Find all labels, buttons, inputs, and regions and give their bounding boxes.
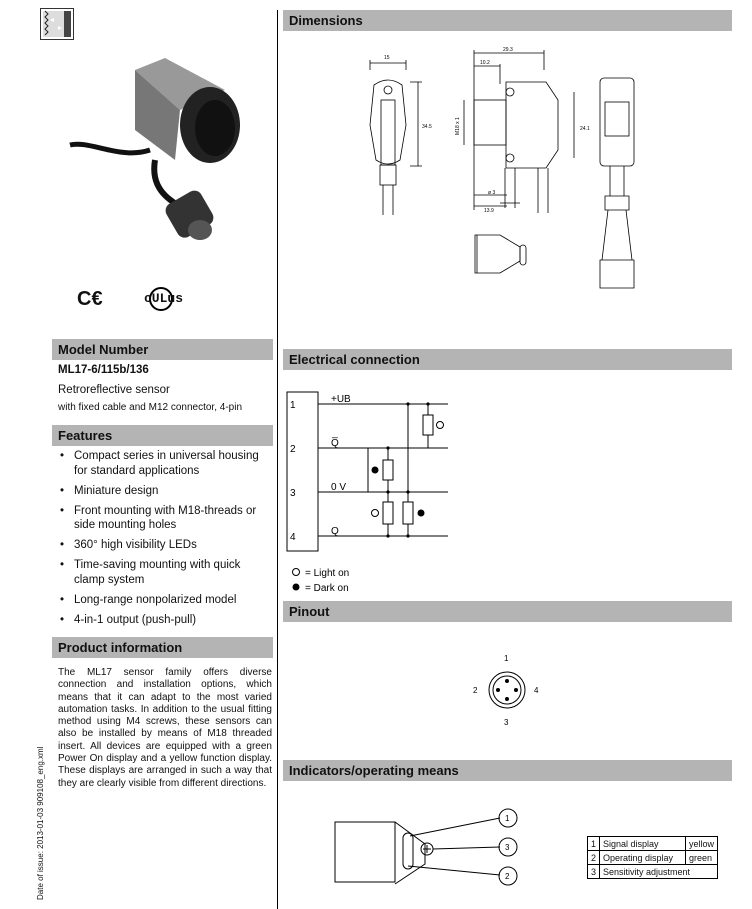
product-information-text: The ML17 sensor family offers diverse connection and installation options, which means that it can adapt to the most varied automation tasks. In addition to the usual fitting method using M4 screws, these sensors can also be installed by means of M18 threaded insert. All devices are equipped with a green Power On display and a yellow function display. These displays are arranged in such a way that they are clearly visible from different directions. bbox=[58, 667, 272, 789]
table-row bbox=[588, 851, 718, 865]
callout: 2 bbox=[505, 872, 510, 881]
feature-item: • 4-in-1 output (push-pull) bbox=[58, 613, 273, 628]
pin-label: 4 bbox=[534, 686, 539, 695]
legend-light-on: = Light on bbox=[305, 568, 350, 579]
electrical-connection-header: Electrical connection bbox=[283, 349, 732, 370]
feature-item: • Time-saving mounting with quick clamp system bbox=[58, 558, 273, 587]
row-color: yellow bbox=[686, 837, 718, 851]
feature-item: • Front mounting with M18-threads or side mounting holes bbox=[58, 504, 273, 533]
dim-thread: M18 x 1 bbox=[455, 117, 461, 135]
issue-date: Date of issue: 2013-01-03 909108_eng.xml bbox=[36, 746, 45, 900]
dimensions-drawing bbox=[360, 40, 740, 310]
callout: 3 bbox=[505, 843, 510, 852]
retroreflective-sensor-icon bbox=[40, 8, 74, 40]
pin-label: 2 bbox=[473, 686, 478, 695]
indicators-table bbox=[587, 836, 718, 879]
model-number: ML17-6/115b/136 bbox=[58, 364, 149, 376]
sensor-description-sub: with fixed cable and M12 connector, 4-pin bbox=[58, 402, 242, 413]
features-list bbox=[58, 449, 273, 633]
legend-dark-on: = Dark on bbox=[305, 583, 349, 594]
row-name: Sensitivity adjustment bbox=[600, 865, 718, 879]
column-divider bbox=[277, 10, 278, 909]
dim-hole-spacing: 24.1 bbox=[580, 126, 590, 132]
dimensions-header: Dimensions bbox=[283, 10, 732, 31]
pinout-header: Pinout bbox=[283, 601, 732, 622]
features-header: Features bbox=[52, 425, 273, 446]
feature-item: • 360° high visibility LEDs bbox=[58, 538, 273, 553]
model-number-header: Model Number bbox=[52, 339, 273, 360]
cul-us-mark-icon bbox=[144, 284, 204, 314]
dim-depth: 29.3 bbox=[503, 47, 513, 53]
pin-number: 2 bbox=[290, 444, 296, 455]
dim-height: 34.5 bbox=[422, 124, 432, 130]
row-number: 2 bbox=[588, 851, 600, 865]
indicators-header: Indicators/operating means bbox=[283, 760, 732, 781]
pin-label: 0 V bbox=[331, 482, 347, 493]
dim-offset: 10.2 bbox=[480, 60, 490, 66]
pin-label: +UB bbox=[331, 394, 351, 405]
ce-mark-icon: C€ bbox=[77, 288, 103, 310]
row-name: Operating display bbox=[600, 851, 686, 865]
callout: 1 bbox=[505, 814, 510, 823]
table-row bbox=[588, 865, 718, 879]
row-number: 3 bbox=[588, 865, 600, 879]
feature-item: • Long-range nonpolarized model bbox=[58, 593, 273, 608]
table-row bbox=[588, 837, 718, 851]
dim-base: 13.9 bbox=[484, 208, 494, 214]
dim-width: 15 bbox=[384, 55, 390, 61]
pin-number: 1 bbox=[290, 400, 296, 411]
pin-label: 3 bbox=[504, 718, 509, 727]
pin-label: 1 bbox=[504, 654, 509, 663]
product-information-header: Product information bbox=[52, 637, 273, 658]
cul-us-mark-text: cULus bbox=[144, 291, 184, 306]
feature-item: • Compact series in universal housing for standard applications bbox=[58, 449, 273, 478]
pin-number: 4 bbox=[290, 532, 296, 543]
row-number: 1 bbox=[588, 837, 600, 851]
row-name: Signal display bbox=[600, 837, 686, 851]
m12-connector-pinout bbox=[465, 650, 545, 730]
feature-item: • Miniature design bbox=[58, 484, 273, 499]
row-color: green bbox=[686, 851, 718, 865]
indicators-drawing bbox=[330, 800, 530, 890]
pin-label: Q bbox=[331, 526, 339, 537]
pin-number: 3 bbox=[290, 488, 296, 499]
wiring-diagram bbox=[283, 385, 483, 600]
sensor-description: Retroreflective sensor bbox=[58, 384, 170, 396]
product-photo bbox=[60, 50, 255, 245]
pin-label: Q̅ bbox=[331, 438, 339, 449]
dim-hole-dia: ø 3 bbox=[488, 190, 496, 196]
